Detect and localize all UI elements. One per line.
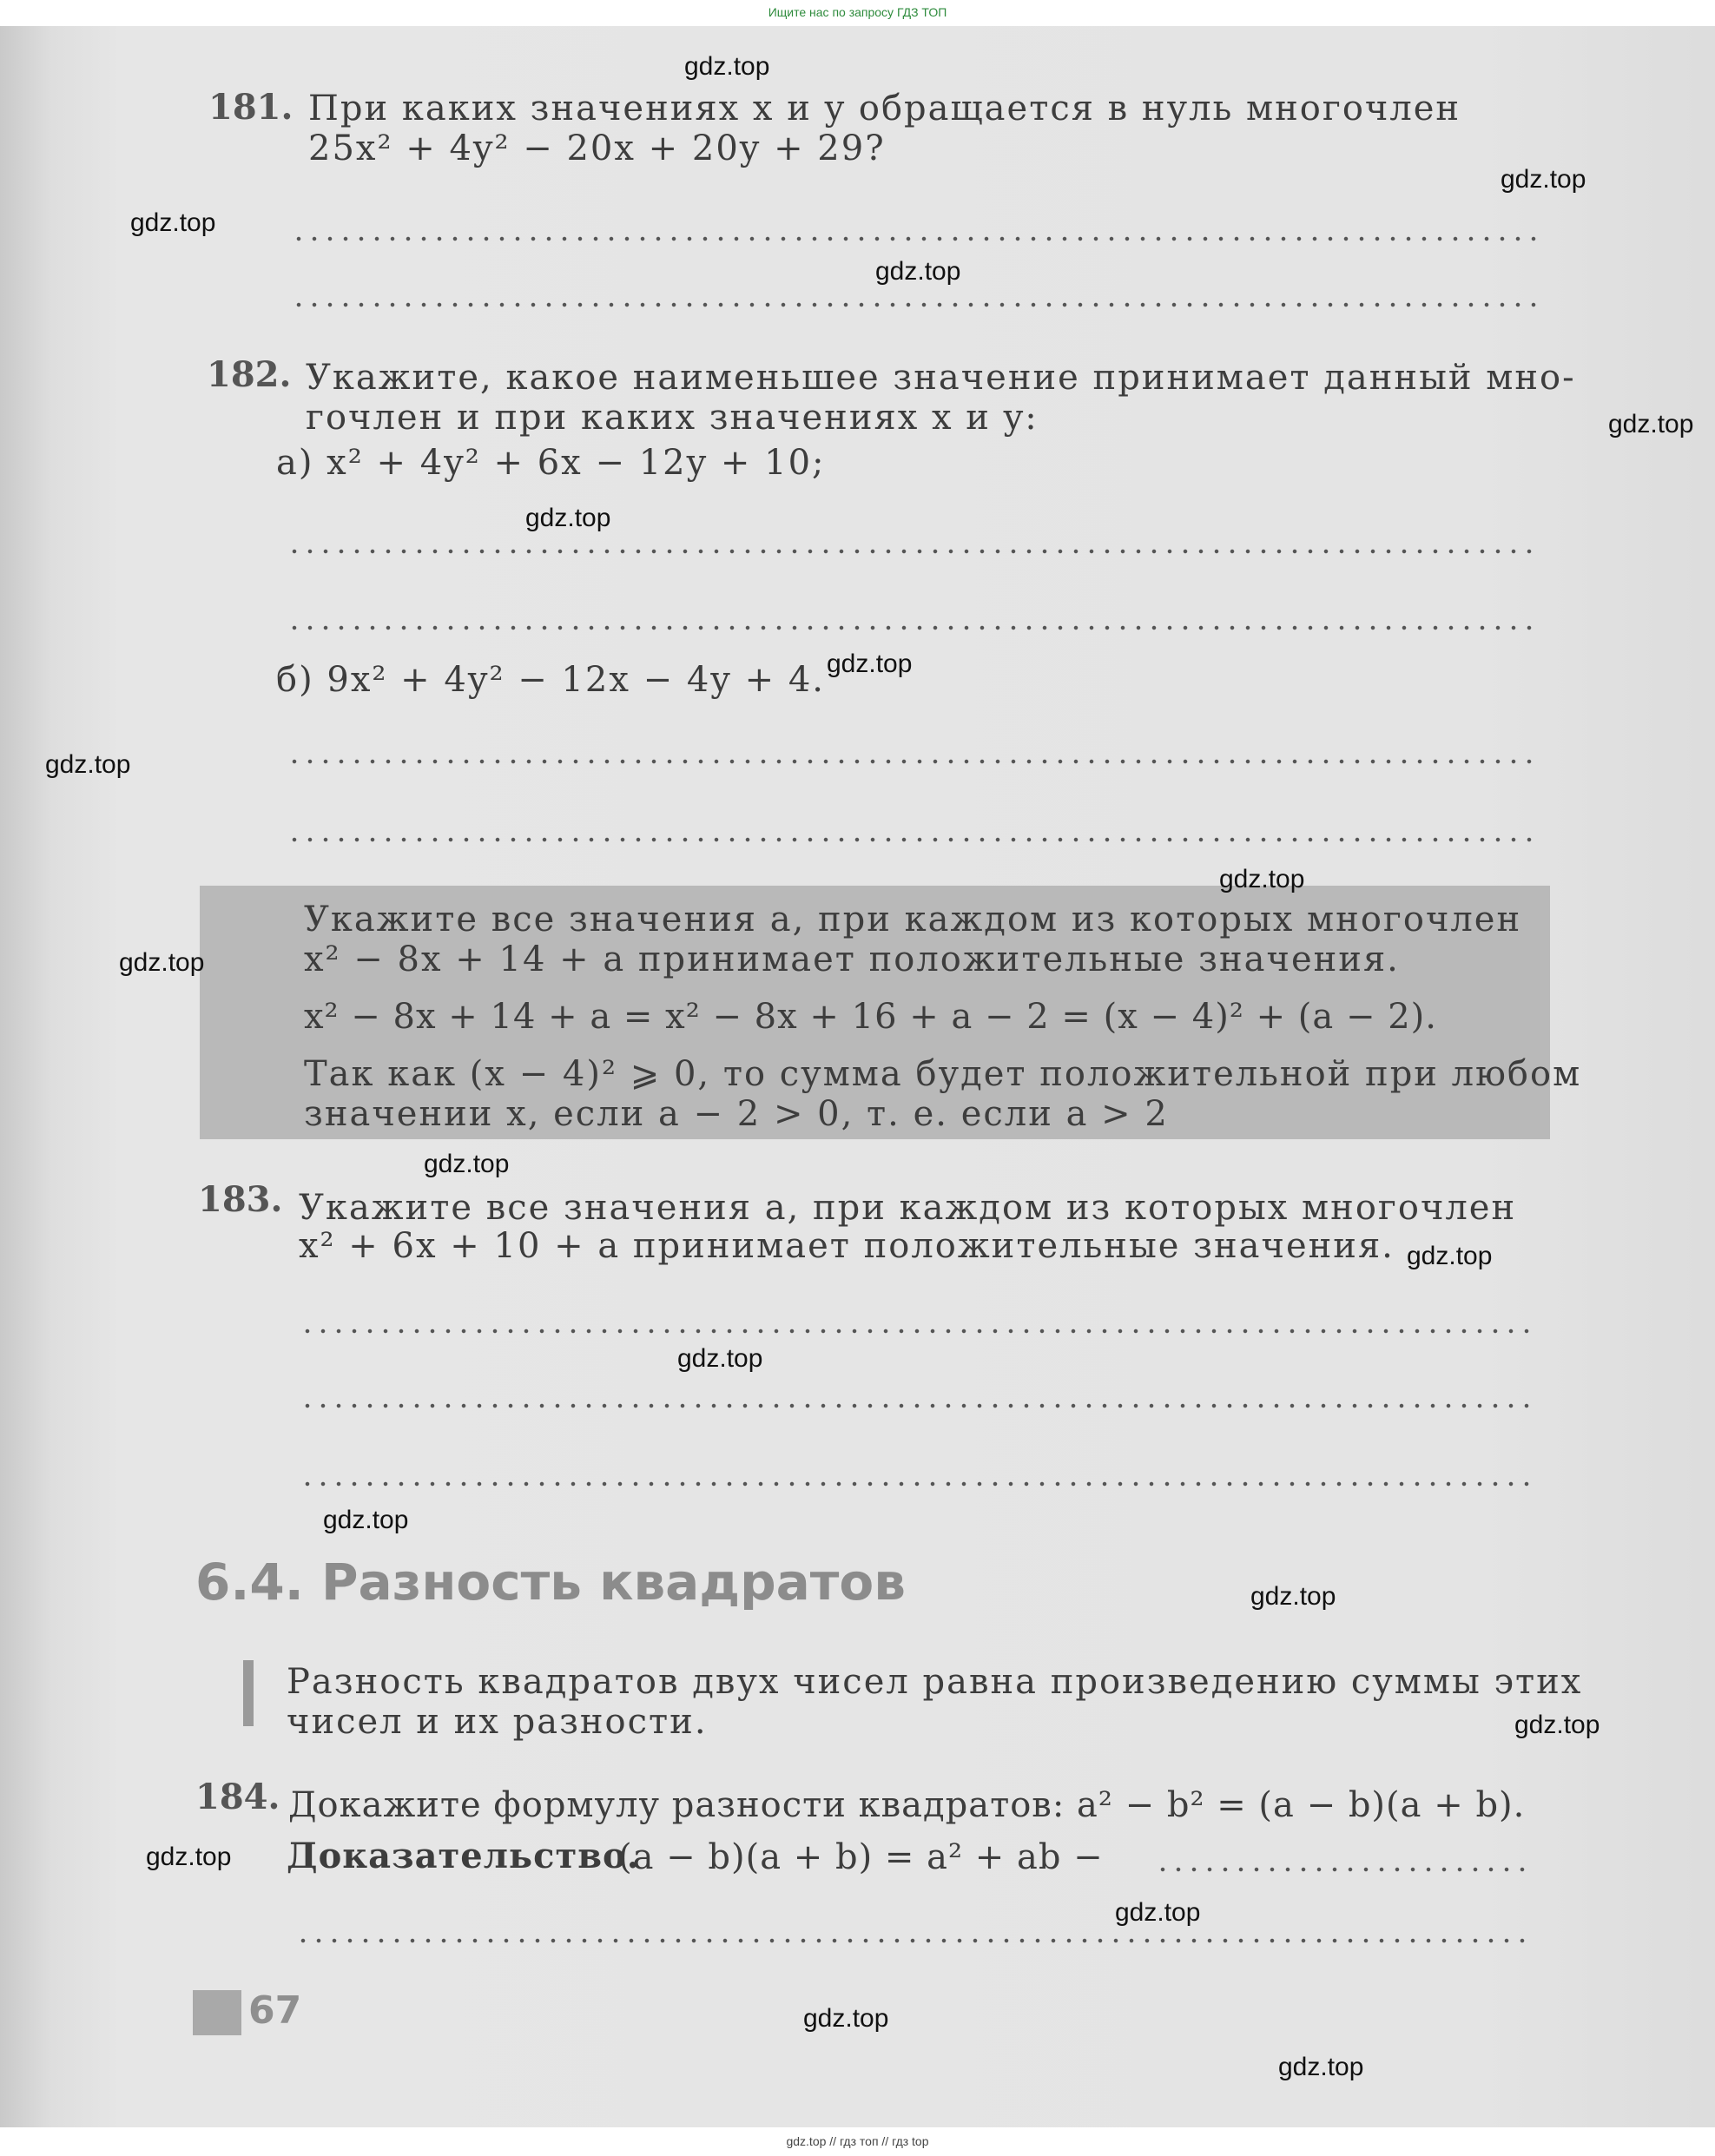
- problem-number-184: 184.: [195, 1777, 280, 1817]
- answer-line: [291, 236, 1546, 241]
- example-line2: x² − 8x + 14 + a принимает положительные значения.: [304, 940, 1400, 979]
- answer-line: [300, 1481, 1533, 1487]
- page-number-marker: [193, 1990, 241, 2035]
- problem-183-line1: Укажите все значения a, при каждом из которых многочлен: [299, 1188, 1517, 1228]
- watermark: gdz.top: [1514, 1711, 1600, 1739]
- watermark: gdz.top: [323, 1506, 409, 1534]
- problem-number-182: 182.: [207, 354, 292, 395]
- problem-182-line1: Укажите, какое наименьшее значение принимает данный мно-: [306, 358, 1576, 398]
- answer-line: [287, 549, 1537, 554]
- answer-line: [295, 1938, 1528, 1943]
- watermark: gdz.top: [1407, 1242, 1493, 1270]
- problem-182-part-b: б) 9x² + 4y² − 12x − 4y + 4.: [276, 660, 825, 700]
- rule-line1: Разность квадратов двух чисел равна произведению суммы этих: [287, 1662, 1583, 1702]
- answer-line: [287, 759, 1537, 764]
- watermark: gdz.top: [803, 2004, 889, 2033]
- watermark: gdz.top: [1278, 2053, 1364, 2081]
- proof-label: Доказательство.: [287, 1836, 640, 1876]
- problem-183-line2: x² + 6x + 10 + a принимает положительные значения.: [299, 1226, 1395, 1266]
- section-title: 6.4. Разность квадратов: [195, 1553, 906, 1612]
- problem-number-183: 183.: [198, 1179, 283, 1220]
- watermark: gdz.top: [1115, 1898, 1201, 1927]
- problem-182-line2: гочлен и при каких значениях x и y:: [306, 398, 1039, 438]
- example-line5: значении x, если a − 2 > 0, т. е. если a > 2: [304, 1094, 1169, 1134]
- answer-line: [1155, 1867, 1528, 1872]
- proof-text: (a − b)(a + b) = a² + ab −: [618, 1837, 1104, 1877]
- watermark: gdz.top: [45, 750, 131, 779]
- watermark: gdz.top: [1501, 165, 1586, 194]
- rule-marker-bar: [243, 1660, 254, 1726]
- answer-line: [287, 625, 1537, 630]
- bottom-banner: gdz.top // гдз топ // гдз top: [786, 2134, 929, 2148]
- watermark: gdz.top: [1608, 410, 1694, 438]
- problem-181-line1: При каких значениях x и y обращается в нуль многочлен: [308, 89, 1461, 129]
- answer-line: [300, 1329, 1533, 1334]
- watermark: gdz.top: [525, 504, 611, 532]
- watermark: gdz.top: [119, 948, 205, 977]
- problem-181-line2: 25x² + 4y² − 20x + 20y + 29?: [308, 129, 886, 168]
- example-line3: x² − 8x + 14 + a = x² − 8x + 16 + a − 2 = (x − 4)² + (a − 2).: [304, 997, 1437, 1037]
- watermark: gdz.top: [677, 1344, 763, 1373]
- answer-line: [300, 1403, 1533, 1408]
- watermark: gdz.top: [875, 257, 961, 286]
- rule-line2: чисел и их разности.: [287, 1702, 708, 1742]
- answer-line: [287, 837, 1537, 842]
- watermark: gdz.top: [424, 1150, 510, 1178]
- page-number: 67: [248, 1988, 302, 2033]
- top-banner: Ищите нас по запросу ГДЗ ТОП: [768, 5, 947, 19]
- example-line4: Так как (x − 4)² ⩾ 0, то сумма будет положительной при любом: [304, 1054, 1582, 1094]
- watermark: gdz.top: [130, 208, 216, 237]
- problem-182-part-a: а) x² + 4y² + 6x − 12y + 10;: [276, 443, 826, 483]
- watermark: gdz.top: [1250, 1582, 1336, 1611]
- example-line1: Укажите все значения a, при каждом из которых многочлен: [304, 900, 1522, 940]
- problem-184-line1: Докажите формулу разности квадратов: a² − b² = (a − b)(a + b).: [288, 1785, 1526, 1825]
- watermark: gdz.top: [684, 52, 770, 81]
- answer-line: [291, 302, 1546, 307]
- watermark: gdz.top: [1219, 865, 1305, 893]
- watermark: gdz.top: [146, 1843, 232, 1871]
- watermark: gdz.top: [827, 649, 913, 678]
- problem-number-181: 181.: [208, 87, 294, 128]
